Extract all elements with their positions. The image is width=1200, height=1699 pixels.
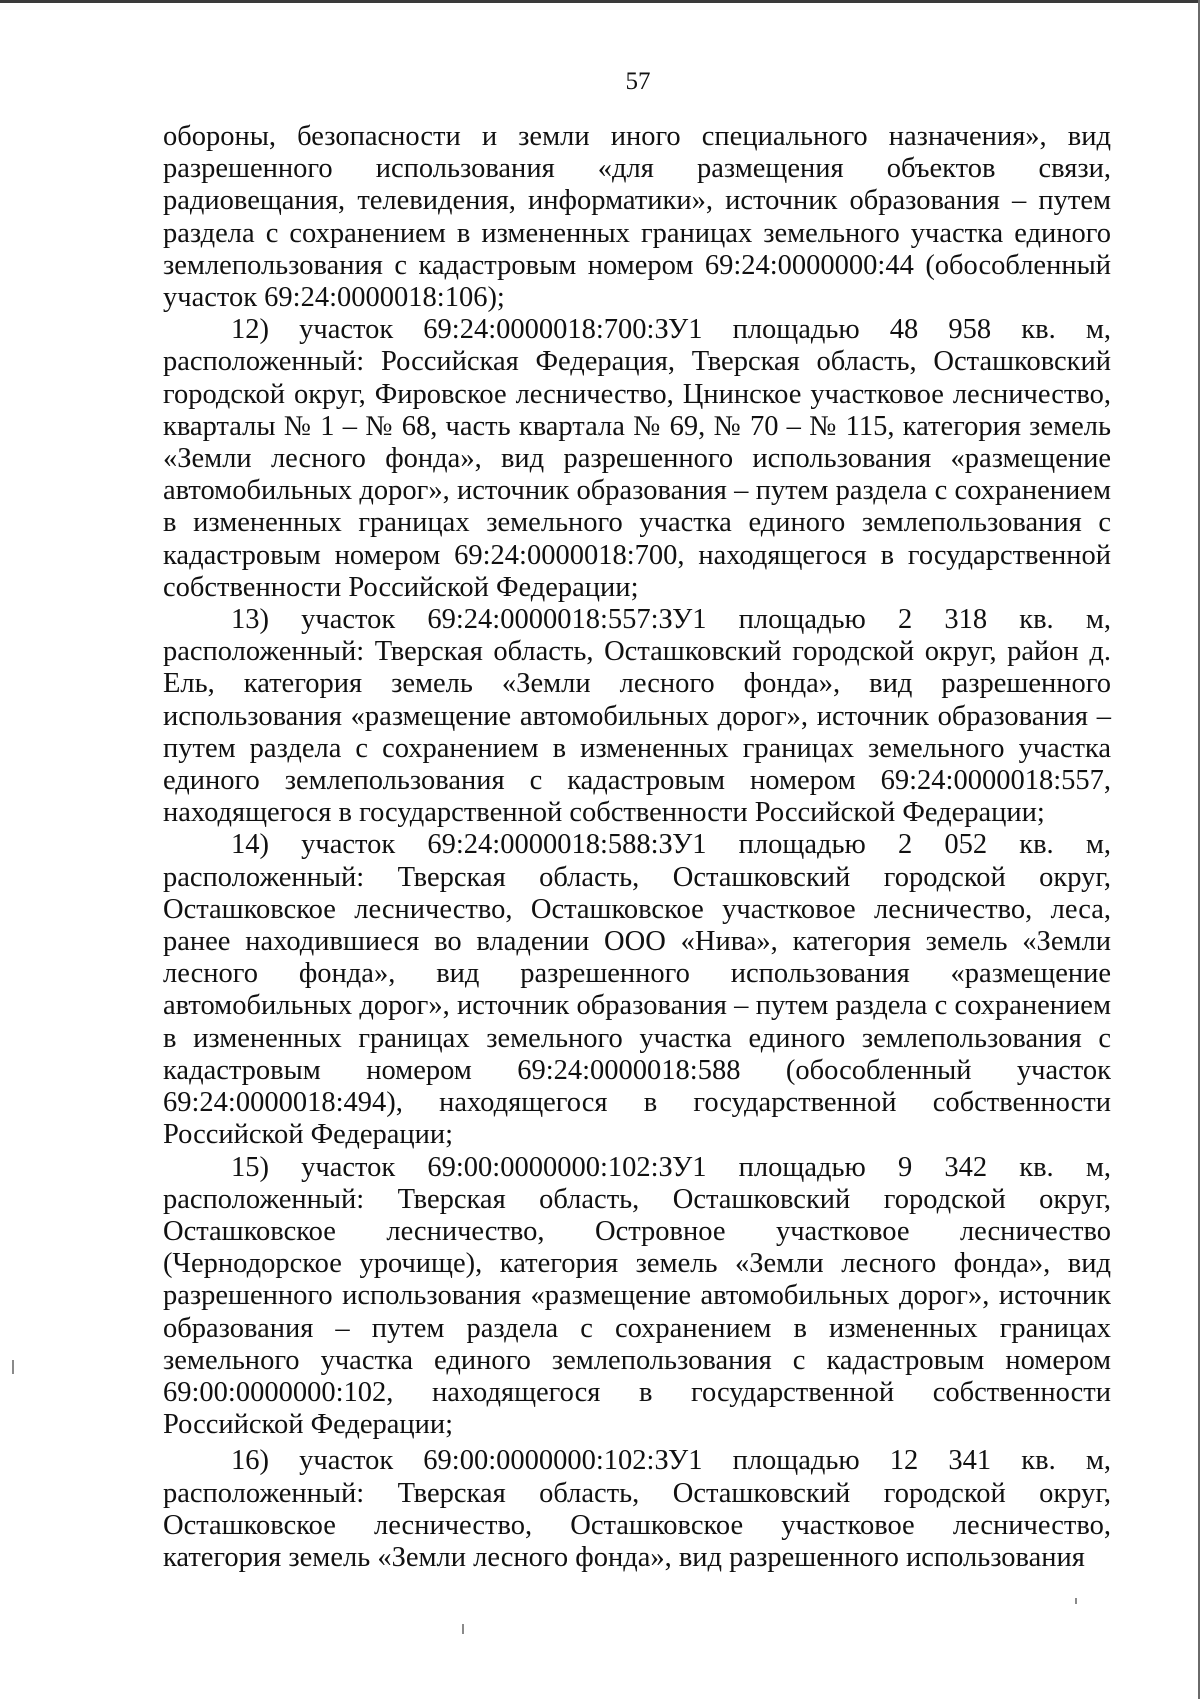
paragraph-item-16: 16) участок 69:00:0000000:102:ЗУ1 площадью 12 341 кв. м, расположенный: Тверская область, Осташковский городской округ, Осташковское лесничество, Осташковское участковое лесничество, категория земель «Земли лесного фонда», вид разрешенного использования <box>163 1445 1111 1573</box>
scan-speck <box>1075 1598 1077 1604</box>
paragraph-item-14: 14) участок 69:24:0000018:588:ЗУ1 площадью 2 052 кв. м, расположенный: Тверская область, Осташковский городской округ, Осташковское лесничество, Осташковское участковое лесничество, леса, ранее находившиеся во владении ООО «Нива», категория земель «Земли лесного фонда», вид разрешенного использования «размещение автомобильных дорог», источник образования – путем раздела с сохранением в измененных границах земельного участка единого землепользования с кадастровым номером 69:24:0000018:588 (обособленный участок 69:24:0000018:494), находящегося в государственной собственности Российской Федерации; <box>163 829 1111 1151</box>
paragraph-item-15: 15) участок 69:00:0000000:102:ЗУ1 площадью 9 342 кв. м, расположенный: Тверская область, Осташковский городской округ, Осташковское лесничество, Островное участковое лесничество (Чернодорское урочище), категория земель «Земли лесного фонда», вид разрешенного использования «размещение автомобильных дорог», источник образования – путем раздела с сохранением в измененных границах земельного участка единого землепользования с кадастровым номером 69:00:0000000:102, находящегося в государственной собственности Российской Федерации; <box>163 1151 1111 1441</box>
scan-edge-top <box>0 0 1200 3</box>
scan-speck <box>462 1624 464 1634</box>
paragraph-continuation: обороны, безопасности и земли иного специального назначения», вид разрешенного использования «для размещения объектов связи, радиовещания, телевидения, информатики», источник образования – путем раздела с сохранением в измененных границах земельного участка единого землепользования с кадастровым номером 69:24:0000000:44 (обособленный участок 69:24:0000018:106); <box>163 121 1111 314</box>
scan-speck <box>12 1360 14 1374</box>
paragraph-item-12: 12) участок 69:24:0000018:700:ЗУ1 площадью 48 958 кв. м, расположенный: Российская Федерация, Тверская область, Осташковский городской округ, Фировское лесничество, Цнинское участковое лесничество, кварталы № 1 – № 68, часть квартала № 69, № 70 – № 115, категория земель «Земли лесного фонда», вид разрешенного использования «размещение автомобильных дорог», источник образования – путем раздела с сохранением в измененных границах земельного участка единого землепользования с кадастровым номером 69:24:0000018:700, находящегося в государственной собственности Российской Федерации; <box>163 314 1111 603</box>
document-body <box>163 121 1111 1574</box>
paragraph-item-13: 13) участок 69:24:0000018:557:ЗУ1 площадью 2 318 кв. м, расположенный: Тверская область, Осташковский городской округ, район д. Ель, категория земель «Земли лесного фонда», вид разрешенного использования «размещение автомобильных дорог», источник образования – путем раздела с сохранением в измененных границах земельного участка единого землепользования с кадастровым номером 69:24:0000018:557, находящегося в государственной собственности Российской Федерации; <box>163 604 1111 829</box>
page-number: 57 <box>625 68 651 95</box>
